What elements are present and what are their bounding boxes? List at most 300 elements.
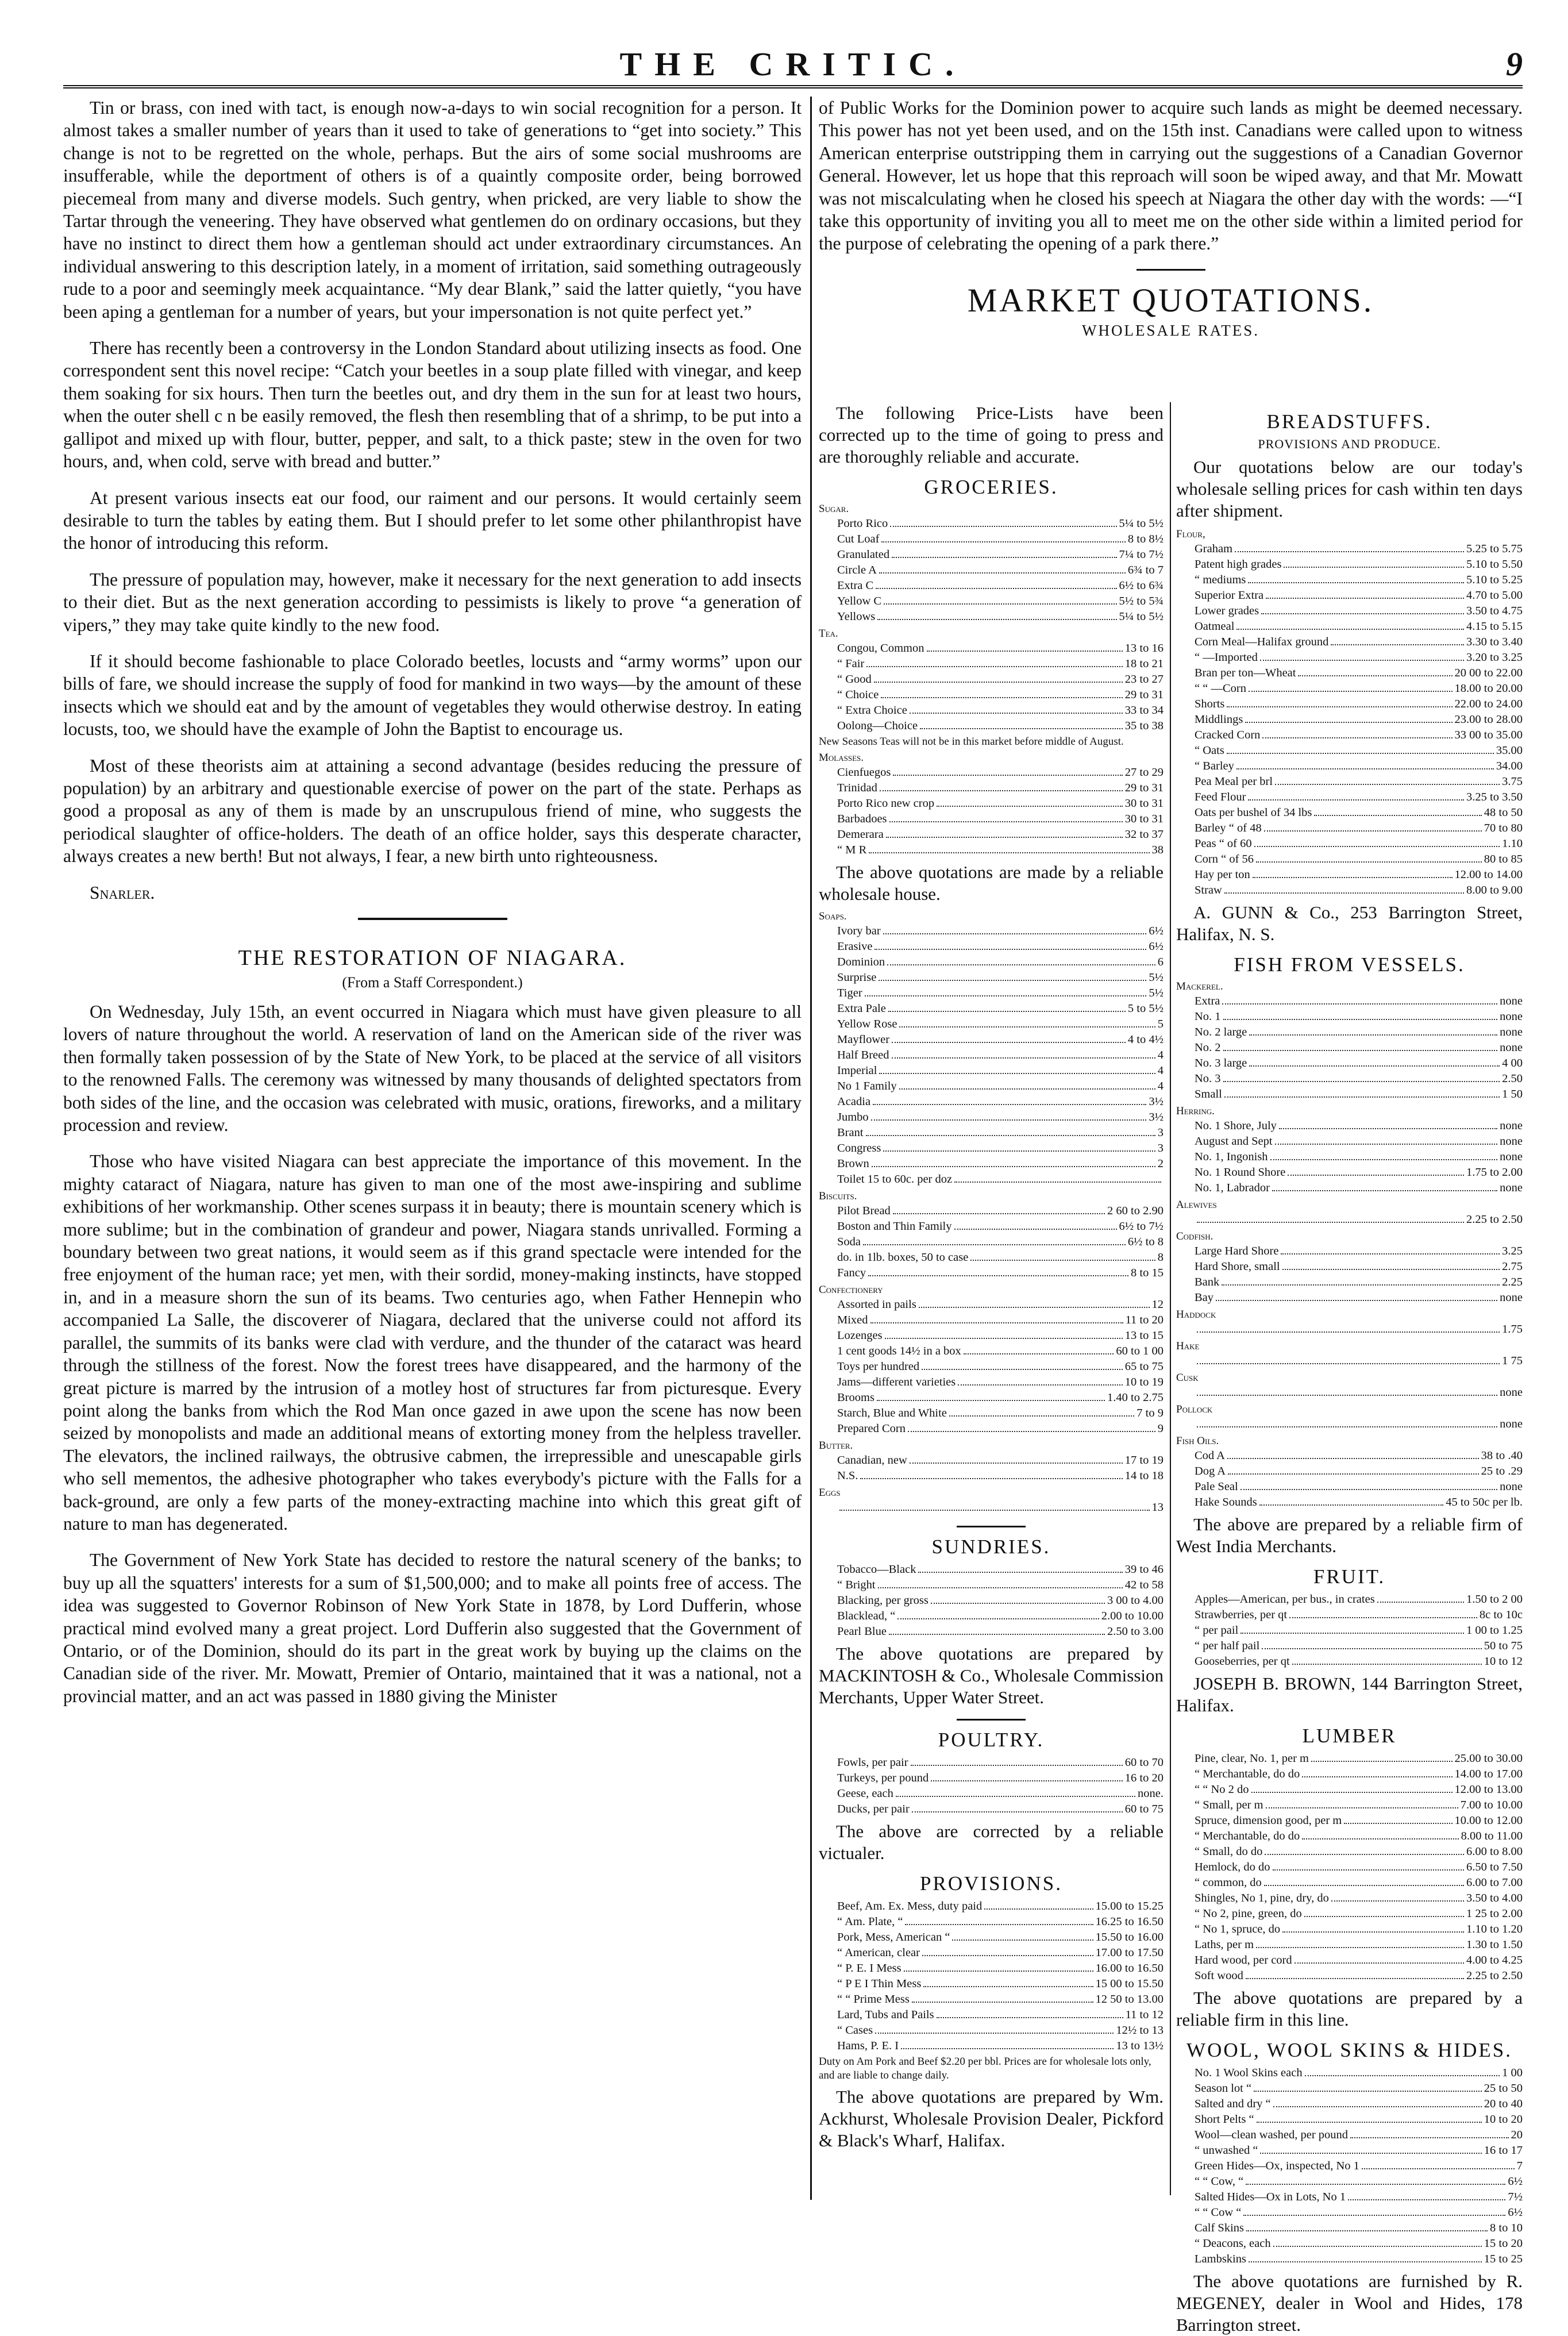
article-continuation: of Public Works for the Dominion power to acquire such lands as might be deemed necessary. This power has not yet been used, and on the 15th inst. Canadians were called upon to witness American enterprise outstripping them in carrying out the suggestions of a Canadian Governor General. However, let us hope that this reproach will soon be wiped away, and that Mr. Mowatt was not miscalculating when he closed his speech at Niagara the other day with the words: —“I take this opportunity of inviting you all to meet me on the other side within a limited period for the purpose of celebrating the opening of a park there.” — [819, 98, 1523, 254]
leader-dots — [922, 1945, 1093, 1956]
item-price: 3.75 — [1502, 775, 1523, 788]
leader-dots — [1254, 2081, 1482, 2092]
item-price: 9 — [1157, 1422, 1164, 1435]
leader-dots — [881, 532, 1125, 542]
item-price: 14 to 18 — [1124, 1469, 1164, 1482]
price-row — [819, 532, 1164, 547]
item-price: 5 — [1157, 1018, 1164, 1030]
item-name: Calf Skins — [1195, 2222, 1244, 2234]
leader-dots — [1246, 2174, 1505, 2185]
item-name: No. 2 large — [1195, 1026, 1247, 1038]
price-row — [1176, 1009, 1523, 1025]
price-row — [819, 955, 1164, 970]
price-row — [819, 1079, 1164, 1094]
price-row — [1176, 681, 1523, 696]
item-name: “ per pail — [1195, 1624, 1239, 1637]
leader-dots — [1197, 1417, 1497, 1427]
item-name: Fancy — [837, 1267, 866, 1279]
price-row — [819, 811, 1164, 827]
item-name: Feed Flour — [1195, 791, 1246, 803]
leader-dots — [1288, 1165, 1464, 1176]
item-price: 1.50 to 2 00 — [1466, 1593, 1523, 1606]
item-name: “ Good — [837, 673, 872, 686]
price-row — [1176, 790, 1523, 805]
leader-dots — [1222, 994, 1497, 1005]
item-name: Extra C — [837, 579, 874, 592]
price-row — [819, 1755, 1164, 1771]
leader-dots — [880, 780, 1123, 791]
leader-dots — [1302, 1829, 1458, 1839]
price-row — [1176, 805, 1523, 821]
leader-dots — [1348, 2189, 1505, 2200]
item-name: Superior Extra — [1195, 589, 1264, 602]
paragraph: Most of these theorists aim at attaining a second advantage (besides reducing the pressure of population) by an arbitrary and questionable exercise of power on the part of the state. Perhaps as good a proposal as any of them is made by an unscrupulous friend of mine, who suggests the periodical slaughter of office-holders. The death of an office holder, says this desperate character, always creates a new berth! But not always, I fear, a new birth unto righteousness. — [63, 755, 802, 867]
price-row — [1176, 557, 1523, 572]
item-price: 1 50 — [1502, 1088, 1523, 1100]
leader-dots — [1197, 1353, 1500, 1364]
item-price: 25.00 to 30.00 — [1454, 1752, 1523, 1765]
leader-dots — [1248, 790, 1464, 801]
group-heading: Haddock — [1176, 1309, 1216, 1321]
item-name: Surprise — [837, 971, 877, 984]
item-price: 16.00 to 16.50 — [1095, 1962, 1164, 1975]
section-divider — [358, 918, 507, 928]
item-name: Hemlock, do do — [1195, 1861, 1270, 1873]
price-row — [819, 1608, 1164, 1624]
category-title: FISH FROM VESSELS. — [1234, 953, 1465, 976]
price-row — [819, 1899, 1164, 1914]
leader-dots — [1249, 1025, 1497, 1036]
item-price: 20 — [1511, 2129, 1523, 2141]
item-price: 13 to 15 — [1124, 1329, 1164, 1342]
leader-dots — [893, 765, 1122, 776]
item-price: none. — [1138, 1787, 1164, 1800]
leader-dots — [1224, 1087, 1500, 1098]
category-title: GROCERIES. — [924, 476, 1058, 498]
item-price: 1.40 to 2.75 — [1107, 1391, 1164, 1404]
item-price: 2 60 to 2.90 — [1107, 1204, 1164, 1217]
price-row — [1176, 2174, 1523, 2189]
item-name: Turkeys, per pound — [837, 1772, 929, 1784]
price-row — [1176, 1891, 1523, 1906]
price-row — [819, 1453, 1164, 1468]
leader-dots — [1222, 1275, 1500, 1286]
item-price: 3 — [1157, 1142, 1164, 1154]
price-row — [819, 1313, 1164, 1328]
leader-dots — [866, 656, 1123, 667]
leader-dots — [1235, 541, 1464, 552]
item-price: 4.15 to 5.15 — [1466, 620, 1523, 633]
price-row — [1176, 1607, 1523, 1623]
leader-dots — [1249, 681, 1453, 692]
item-price: 4 to 4½ — [1127, 1033, 1164, 1046]
item-price: 1 75 — [1502, 1354, 1523, 1367]
price-row — [1176, 728, 1523, 743]
item-price: 6 — [1157, 956, 1164, 968]
leader-dots — [1227, 743, 1494, 754]
item-price: 10 to 19 — [1124, 1376, 1164, 1388]
item-name: Beef, Am. Ex. Mess, duty paid — [837, 1900, 983, 1912]
column-rule — [1170, 402, 1171, 2195]
item-name: Barbadoes — [837, 813, 887, 825]
price-row — [1176, 852, 1523, 867]
item-price: 2.25 to 2.50 — [1466, 1969, 1523, 1982]
item-name: Cienfuegos — [837, 766, 891, 779]
item-name: Toys per hundred — [837, 1360, 920, 1373]
right-column-top — [819, 97, 1523, 349]
leader-dots — [879, 1063, 1155, 1074]
item-name: “ Barley — [1195, 760, 1234, 772]
leader-dots — [886, 827, 1123, 838]
item-name: Cod A — [1195, 1449, 1225, 1462]
item-name: Wool—clean washed, per pound — [1195, 2129, 1349, 2141]
item-price: 6.00 to 8.00 — [1466, 1845, 1523, 1858]
price-row — [1176, 1353, 1523, 1369]
price-row — [1176, 2143, 1523, 2158]
leader-dots — [879, 563, 1126, 574]
item-name: Cracked Corn — [1195, 729, 1261, 741]
masthead — [63, 41, 1523, 87]
item-name: Patent high grades — [1195, 558, 1282, 571]
group-heading: Flour, — [1176, 528, 1205, 540]
item-name: Acadia — [837, 1095, 871, 1108]
price-row — [819, 1771, 1164, 1786]
leader-dots — [1246, 1968, 1464, 1979]
item-name: do. in 1lb. boxes, 50 to case — [837, 1251, 969, 1264]
price-row — [1176, 759, 1523, 774]
group-heading: Biscuits. — [819, 1190, 857, 1202]
leader-dots — [1253, 867, 1453, 878]
item-name: “ Merchantable, do do — [1195, 1830, 1300, 1842]
quotation-source: The above quotations are prepared by a reliable firm in this line. — [1176, 1988, 1523, 2030]
item-price: 1.30 to 1.50 — [1466, 1938, 1523, 1951]
item-price: 1.75 — [1502, 1323, 1523, 1336]
price-row — [1176, 1953, 1523, 1968]
price-row — [819, 656, 1164, 672]
price-row — [1176, 1479, 1523, 1495]
item-price: 5½ to 5¾ — [1119, 595, 1164, 607]
paragraph: At present various insects eat our food, our raiment and our persons. It would certainly seem desirable to turn the tables by eating them. But I should prefer to let some other philanthropist have the honor of introducing this reform. — [63, 487, 802, 553]
item-name: “ P E I Thin Mess — [837, 1977, 922, 1990]
column-rule — [810, 97, 812, 2200]
item-name: “ “ Prime Mess — [837, 1993, 910, 2006]
leader-dots — [1265, 1844, 1464, 1855]
item-price: 80 to 85 — [1484, 853, 1523, 865]
item-name: No. 3 large — [1195, 1057, 1247, 1069]
leader-dots — [1284, 557, 1464, 568]
item-price: 35 to 38 — [1124, 719, 1164, 732]
item-price: 16 to 17 — [1484, 2144, 1523, 2157]
item-name — [1176, 1353, 1195, 1369]
price-row — [819, 1250, 1164, 1265]
item-price: 18 to 21 — [1124, 657, 1164, 670]
item-price: 6½ to 7½ — [1119, 1220, 1164, 1233]
leader-dots — [970, 1250, 1155, 1261]
price-row — [1176, 1937, 1523, 1953]
item-name: No 1 Family — [837, 1080, 897, 1092]
item-price: 7¼ to 7½ — [1119, 548, 1164, 561]
item-price: 5.10 to 5.25 — [1466, 574, 1523, 586]
item-price: 4 — [1157, 1080, 1164, 1092]
leader-dots — [1236, 759, 1494, 769]
item-name: Gooseberries, per qt — [1195, 1655, 1290, 1668]
item-price: 15.50 to 16.00 — [1095, 1931, 1164, 1944]
price-row — [1176, 1149, 1523, 1165]
item-price: 13 — [1151, 1501, 1164, 1514]
leader-dots — [931, 1771, 1123, 1781]
item-name: “ “ Cow “ — [1195, 2206, 1242, 2219]
item-name: Blacklead, “ — [837, 1610, 896, 1622]
item-price: 7.00 to 10.00 — [1460, 1799, 1523, 1811]
price-row — [1176, 712, 1523, 728]
item-price: 33 to 34 — [1124, 704, 1164, 717]
item-name: Porto Rico — [837, 517, 888, 530]
leader-dots — [873, 1094, 1146, 1105]
item-price: 23.00 to 28.00 — [1454, 713, 1523, 726]
leader-dots — [1249, 1056, 1500, 1067]
group-heading: Cusk — [1176, 1372, 1199, 1384]
price-row — [819, 939, 1164, 955]
item-price: 1 00 to 1.25 — [1466, 1624, 1523, 1637]
item-price: none — [1500, 1418, 1523, 1430]
price-row — [819, 1930, 1164, 1945]
item-price: 8c to 10c — [1479, 1608, 1523, 1621]
item-name — [1176, 1212, 1195, 1227]
leader-dots — [885, 1328, 1123, 1339]
quotation-source: A. GUNN & Co., 253 Barrington Street, Halifax, N. S. — [1176, 902, 1523, 944]
item-name: Half Breed — [837, 1049, 889, 1061]
price-row — [819, 547, 1164, 563]
section-divider — [1136, 269, 1205, 271]
item-price: 3.50 to 4.00 — [1466, 1892, 1523, 1904]
item-price: 42 to 58 — [1124, 1579, 1164, 1591]
price-row — [819, 1328, 1164, 1344]
signature: Snarler. — [90, 882, 155, 903]
market-title: MARKET QUOTATIONS. — [967, 281, 1374, 319]
item-price: 8 to 10 — [1490, 2222, 1523, 2234]
price-row — [1176, 1134, 1523, 1149]
item-name: “ unwashed “ — [1195, 2144, 1258, 2157]
price-row — [1176, 1638, 1523, 1654]
leader-dots — [1216, 1290, 1497, 1301]
item-price: 10 to 20 — [1484, 2113, 1523, 2126]
item-name — [819, 1500, 837, 1515]
leader-dots — [870, 1313, 1123, 1323]
item-name: Demerara — [837, 828, 884, 841]
price-row — [819, 1961, 1164, 1976]
leader-dots — [897, 1608, 1099, 1619]
leader-dots — [896, 1786, 1135, 1797]
leader-dots — [952, 1930, 1093, 1941]
item-price: 8.00 to 11.00 — [1461, 1830, 1523, 1842]
item-price: 5½ — [1149, 971, 1164, 984]
price-row — [1176, 1464, 1523, 1479]
quotation-source: The above quotations are furnished by R. MEGENEY, dealer in Wool and Hides, 178 Barrington street. — [1176, 2271, 1523, 2335]
price-row — [819, 1032, 1164, 1048]
item-price: 3.50 to 4.75 — [1466, 605, 1523, 617]
leader-dots — [1251, 1782, 1453, 1793]
leader-dots — [954, 1219, 1117, 1230]
item-name: Prepared Corn — [837, 1422, 906, 1435]
item-name: Jumbo — [837, 1111, 869, 1123]
section-divider — [957, 1719, 1026, 1721]
price-row — [1176, 1875, 1523, 1891]
price-row — [819, 2007, 1164, 2023]
leader-dots — [1259, 1495, 1443, 1506]
price-row — [819, 2023, 1164, 2038]
group-heading: Codfish. — [1176, 1230, 1213, 1242]
item-name: “ “ —Corn — [1195, 682, 1246, 695]
item-name: Congress — [837, 1142, 881, 1154]
leader-dots — [881, 687, 1123, 698]
item-price: none — [1500, 1026, 1523, 1038]
item-name: Ducks, per pair — [837, 1803, 910, 1815]
paragraph: If it should become fashionable to place Colorado beetles, locusts and “army worms” upon our bills of fare, we should increase the supply of food for mankind in two ways—by the amount of these insects which we should eat and by the amount of vegetables they would otherwise destroy. In eating locusts, too, we should have the example of John the Baptist to encourage us. — [63, 651, 802, 740]
leader-dots — [1314, 805, 1481, 816]
item-price: 10.00 to 12.00 — [1454, 1814, 1523, 1827]
price-row — [819, 672, 1164, 687]
item-name: Salted Hides—Ox in Lots, No 1 — [1195, 2191, 1346, 2203]
leader-dots — [878, 1577, 1123, 1588]
item-name: Bank — [1195, 1276, 1220, 1288]
price-row — [819, 1001, 1164, 1017]
leader-dots — [958, 1375, 1123, 1386]
leader-dots — [1273, 1860, 1465, 1871]
article-title: THE RESTORATION OF NIAGARA. — [238, 946, 627, 970]
leader-dots — [1289, 1607, 1477, 1618]
item-price: 2.25 to 2.50 — [1466, 1213, 1523, 1226]
item-price: 7½ — [1508, 2191, 1523, 2203]
quotation-source: The above are corrected by a reliable victualer. — [819, 1821, 1164, 1863]
leader-dots — [922, 1359, 1123, 1370]
item-name: Mayflower — [837, 1033, 890, 1046]
item-price: 34.00 — [1496, 760, 1523, 772]
item-name: “ Small, per m — [1195, 1799, 1263, 1811]
item-name: Starch, Blue and White — [837, 1407, 947, 1419]
price-row — [1176, 2096, 1523, 2112]
item-name: No. 3 — [1195, 1072, 1221, 1085]
item-price: 29 to 31 — [1124, 688, 1164, 701]
item-name: Dominion — [837, 956, 885, 968]
item-name: Laths, per m — [1195, 1938, 1254, 1951]
price-row — [1176, 1212, 1523, 1227]
item-price: 15 to 25 — [1484, 2253, 1523, 2265]
item-price: 6½ to 8 — [1127, 1236, 1164, 1248]
item-name: Erasive — [837, 940, 873, 953]
item-name: “ Small, do do — [1195, 1845, 1263, 1858]
item-price: 25 to 50 — [1484, 2082, 1523, 2095]
item-price: 3.25 to 3.50 — [1466, 791, 1523, 803]
leader-dots — [1261, 603, 1464, 614]
leader-dots — [883, 1141, 1155, 1152]
item-name: “ Bright — [837, 1579, 876, 1591]
item-price: 6¾ to 7 — [1127, 564, 1164, 576]
item-price: 32 to 37 — [1124, 828, 1164, 841]
item-price: 3.30 to 3.40 — [1466, 636, 1523, 648]
leader-dots — [1282, 1922, 1464, 1933]
leader-dots — [1224, 883, 1464, 894]
price-row — [1176, 867, 1523, 883]
item-name: No. 1 Round Shore — [1195, 1166, 1286, 1179]
item-price: 6.50 to 7.50 — [1466, 1861, 1523, 1873]
item-price: none — [1500, 1150, 1523, 1163]
item-name: Pale Seal — [1195, 1480, 1238, 1493]
group-heading: Fish Oils. — [1176, 1435, 1219, 1447]
price-row — [819, 1406, 1164, 1421]
leader-dots — [964, 1344, 1114, 1354]
item-price: 60 to 1 00 — [1116, 1345, 1164, 1357]
item-name: “ Fair — [837, 657, 865, 670]
leader-dots — [1197, 1322, 1500, 1333]
item-price: 5¼ to 5½ — [1119, 610, 1164, 623]
price-row — [1176, 1448, 1523, 1464]
price-row — [819, 1992, 1164, 2007]
price-row — [819, 641, 1164, 656]
item-name: Dog A — [1195, 1465, 1226, 1477]
provisions-note: Duty on Am Pork and Beef $2.20 per bbl. Prices are for wholesale lots only, and are liable to change daily. — [819, 2056, 1151, 2081]
item-price: 50 to 75 — [1484, 1640, 1523, 1652]
leader-dots — [910, 703, 1123, 714]
leader-dots — [1282, 1259, 1500, 1270]
item-name: Hay per ton — [1195, 868, 1250, 881]
item-price: none — [1500, 1480, 1523, 1493]
item-name: Green Hides—Ox, inspected, No 1 — [1195, 2160, 1359, 2172]
item-price: 2 — [1157, 1157, 1164, 1170]
item-price: 45 to 50c per lb. — [1446, 1496, 1523, 1508]
leader-dots — [1248, 572, 1464, 583]
price-row — [1176, 1592, 1523, 1607]
leader-dots — [1223, 1071, 1500, 1082]
item-name: Congou, Common — [837, 642, 924, 655]
item-name: 1 cent goods 14½ in a box — [837, 1345, 961, 1357]
leader-dots — [1266, 588, 1464, 599]
item-price: 5.25 to 5.75 — [1466, 542, 1523, 555]
item-price: 1.75 to 2.00 — [1466, 1166, 1523, 1179]
item-price: 48 to 50 — [1484, 806, 1523, 819]
leader-dots — [893, 1203, 1105, 1214]
item-price: 33 00 to 35.00 — [1454, 729, 1523, 741]
item-name: No. 1, Ingonish — [1195, 1150, 1268, 1163]
item-price: 16.25 to 16.50 — [1095, 1915, 1164, 1928]
price-row — [1176, 2127, 1523, 2143]
item-name: Graham — [1195, 542, 1233, 555]
price-row — [1176, 1040, 1523, 1056]
price-row — [1176, 2112, 1523, 2127]
item-name: Lard, Tubs and Pails — [837, 2008, 934, 2021]
price-row — [819, 1786, 1164, 1802]
leader-dots — [869, 842, 1149, 853]
item-price: none — [1500, 1041, 1523, 1054]
item-name: Oatmeal — [1195, 620, 1235, 633]
item-name: Season lot “ — [1195, 2082, 1252, 2095]
section-divider — [957, 1526, 1026, 1527]
price-row — [1176, 1417, 1523, 1432]
price-row — [819, 1624, 1164, 1640]
price-row — [1176, 1025, 1523, 1040]
item-name: “ No 2, pine, green, do — [1195, 1907, 1302, 1920]
item-price: none — [1500, 995, 1523, 1007]
item-name: “ Extra Choice — [837, 704, 907, 717]
item-name: Canadian, new — [837, 1454, 907, 1467]
item-name: Hard Shore, small — [1195, 1260, 1280, 1273]
item-price: 5 to 5½ — [1127, 1002, 1164, 1015]
item-price: 6½ to 6¾ — [1119, 579, 1164, 592]
item-name: Lambskins — [1195, 2253, 1246, 2265]
price-row — [819, 563, 1164, 578]
price-row — [819, 1048, 1164, 1063]
item-price: 5.10 to 5.50 — [1466, 558, 1523, 571]
item-price: 70 to 80 — [1484, 822, 1523, 834]
